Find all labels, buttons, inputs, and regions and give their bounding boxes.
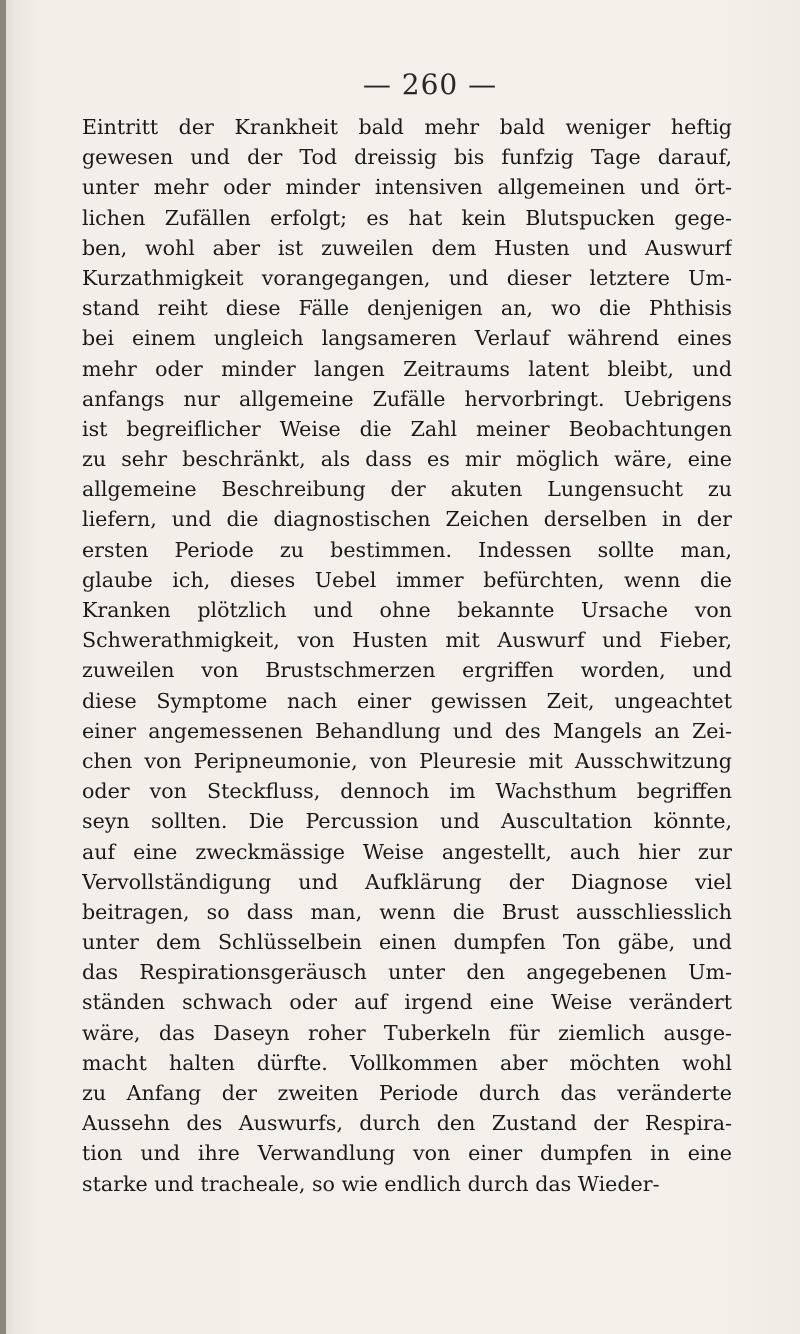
text-line: anfangs nur allgemeine Zufälle hervorbringt. Uebrigens [82, 386, 732, 411]
text-line: ersten Periode zu bestimmen. Indessen sollte man, [82, 537, 732, 562]
text-line: ständen schwach oder auf irgend eine Weise verändert [82, 990, 732, 1015]
text-line: Aussehn des Auswurfs, durch den Zustand der Respira- [82, 1111, 732, 1136]
text-line: Kranken plötzlich und ohne bekannte Ursache von [82, 598, 732, 622]
text-line: zu Anfang der zweiten Periode durch das veränderte [82, 1081, 732, 1105]
text-line: unter mehr oder minder intensiven allgemeinen und ört- [82, 175, 732, 200]
text-line: ist begreiflicher Weise die Zahl meiner Beobachtungen [82, 416, 732, 441]
text-line: ben, wohl aber ist zuweilen dem Husten und Auswurf [82, 235, 732, 260]
text-line: Schwerathmigkeit, von Husten mit Auswurf und Fieber, [82, 628, 732, 653]
text-line: beitragen, so dass man, wenn die Brust ausschliesslich [82, 899, 732, 924]
text-line: Kurzathmigkeit vorangegangen, und dieser letztere Um- [82, 265, 732, 290]
text-line: zu sehr beschränkt, als dass es mir möglich wäre, eine [82, 447, 732, 472]
text-line: mehr oder minder langen Zeitraums latent bleibt, und [82, 356, 732, 381]
text-line: macht halten dürfte. Vollkommen aber möchten wohl [82, 1050, 732, 1075]
page-binding-edge [0, 0, 6, 1334]
text-line: liefern, und die diagnostischen Zeichen derselben in der [82, 507, 732, 532]
text-line: Vervollständigung und Aufklärung der Diagnose viel [82, 869, 732, 894]
text-line: seyn sollten. Die Percussion und Auscultation könnte, [82, 809, 732, 834]
body-text [82, 112, 732, 1199]
text-line: allgemeine Beschreibung der akuten Lungensucht zu [82, 477, 732, 502]
text-line: stand reiht diese Fälle denjenigen an, wo die Phthisis [82, 296, 732, 321]
page-number: — 260 — [362, 68, 498, 101]
text-line: oder von Steckfluss, dennoch im Wachsthum begriffen [82, 779, 732, 804]
text-line: einer angemessenen Behandlung und des Mangels an Zei- [82, 718, 732, 743]
text-line: tion und ihre Verwandlung von einer dumpfen in eine [82, 1141, 732, 1166]
text-line: diese Symptome nach einer gewissen Zeit, ungeachtet [82, 688, 732, 713]
text-line: lichen Zufällen erfolgt; es hat kein Blutspucken gege- [82, 205, 732, 230]
text-line: unter dem Schlüsselbein einen dumpfen Ton gäbe, und [82, 930, 732, 955]
text-line: starke und tracheale, so wie endlich durch das Wieder- [82, 1171, 660, 1196]
text-line: auf eine zweckmässige Weise angestellt, auch hier zur [82, 839, 732, 864]
text-line: gewesen und der Tod dreissig bis funfzig Tage darauf, [82, 145, 732, 170]
text-line: Eintritt der Krankheit bald mehr bald weniger heftig [82, 115, 732, 139]
text-line: wäre, das Daseyn roher Tuberkeln für ziemlich ausge- [82, 1020, 732, 1045]
text-line: das Respirationsgeräusch unter den angegebenen Um- [82, 960, 732, 985]
text-line: bei einem ungleich langsameren Verlauf während eines [82, 326, 732, 351]
text-line: chen von Peripneumonie, von Pleuresie mit Ausschwitzung [82, 748, 732, 773]
text-line: zuweilen von Brustschmerzen ergriffen worden, und [82, 658, 732, 683]
text-line: glaube ich, dieses Uebel immer befürchten, wenn die [82, 567, 732, 592]
